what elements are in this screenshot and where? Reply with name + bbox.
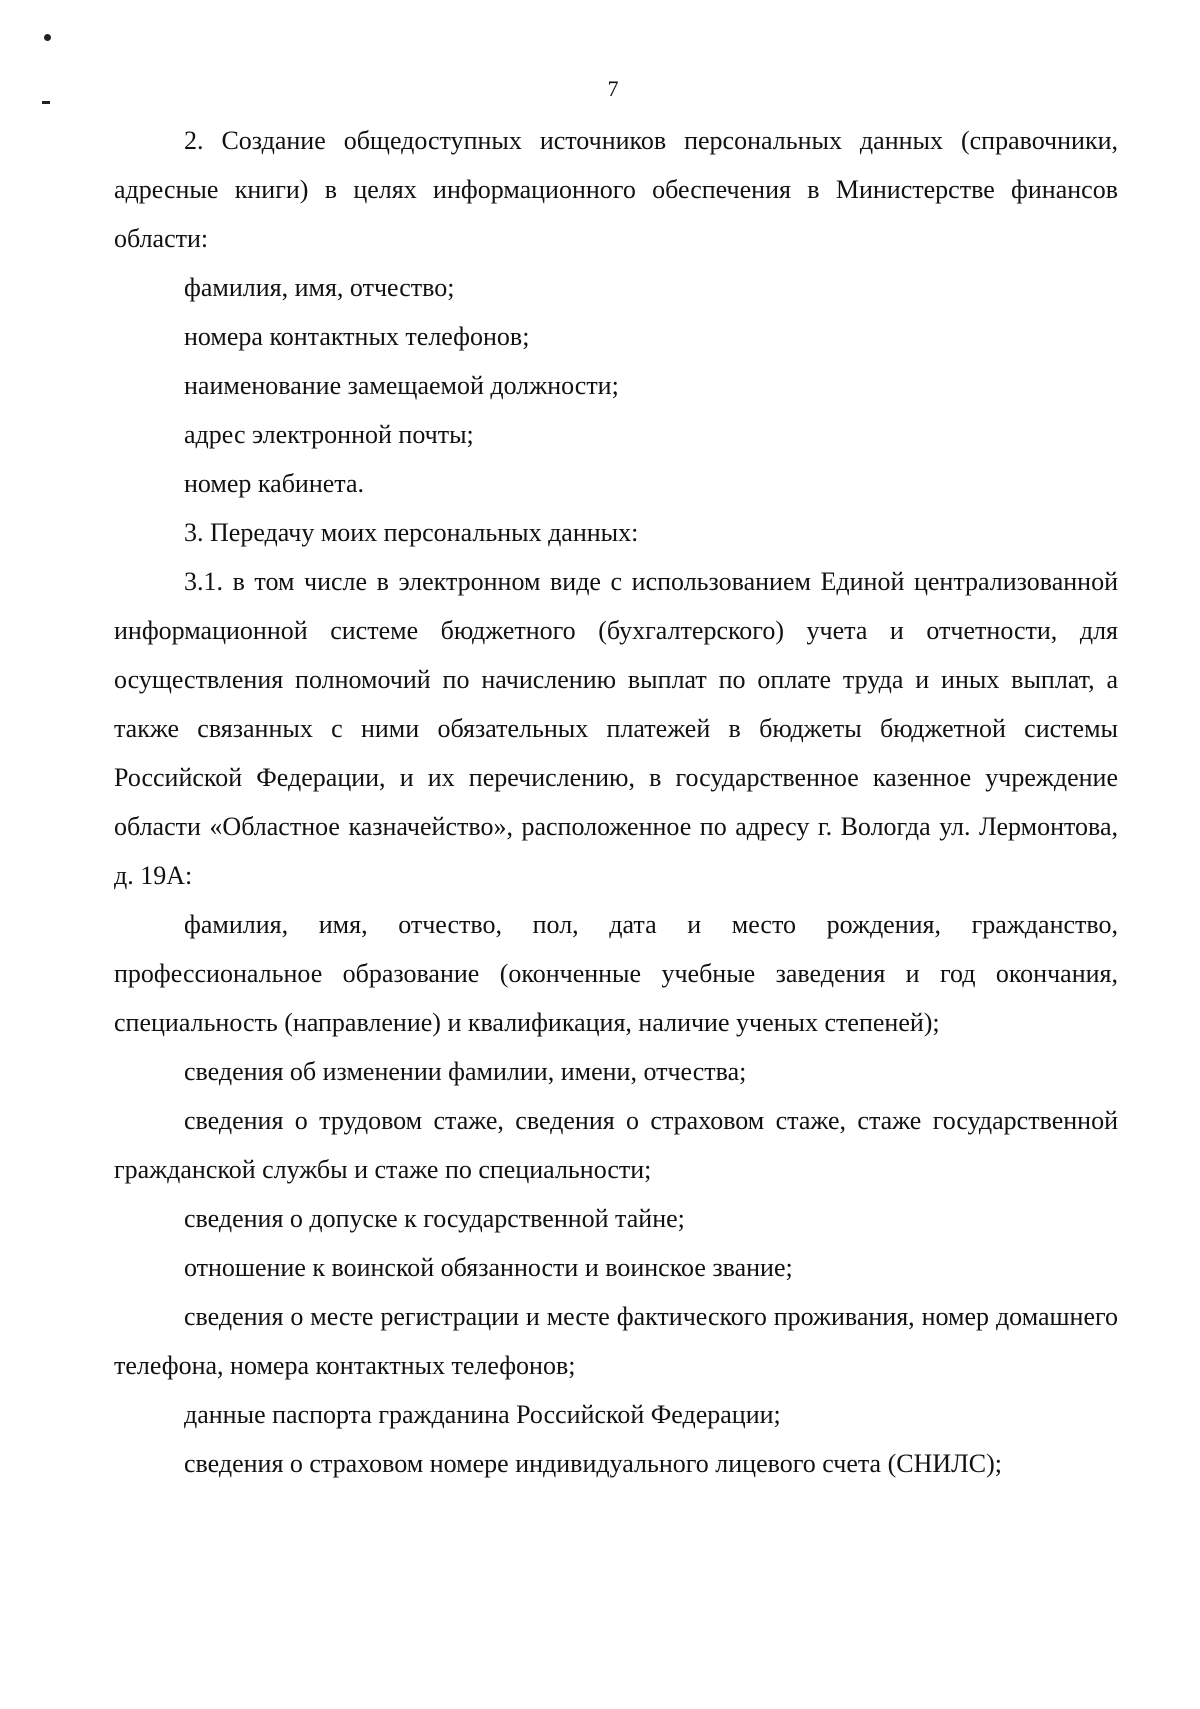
list-item-email: адрес электронной почты; xyxy=(184,420,474,449)
list-item-military: отношение к воинской обязанности и воинское звание; xyxy=(184,1253,793,1282)
list-item-work-experience: сведения о трудовом стаже, сведения о страховом стаже, стаже государственной гражданской службы и стаже по специальности; xyxy=(114,1106,1118,1184)
list-item-phones: номера контактных телефонов; xyxy=(184,322,530,351)
list-item-snils: сведения о страховом номере индивидуального лицевого счета (СНИЛС); xyxy=(184,1449,1002,1478)
paragraph-item-3: 3. Передачу моих персональных данных: xyxy=(184,518,639,547)
paragraph-item-3-1: 3.1. в том числе в электронном виде с использованием Единой централизованной информационной системе бюджетного (бухгалтерского) учета и отчетности, для осуществления полномочий по начислению выплат по оплате труда и иных выплат, а также связанных с ними обязательных платежей в бюджеты бюджетной системы Российской Федерации, и их перечислению, в государственное казенное учреждение области «Областное казначейство», расположенное по адресу г. Вологда ул. Лермонтова, д. 19А: xyxy=(114,567,1118,890)
document-body xyxy=(114,116,1118,1488)
list-item-fio: фамилия, имя, отчество; xyxy=(184,273,455,302)
list-item-secret-access: сведения о допуске к государственной тайне; xyxy=(184,1204,685,1233)
list-item-position: наименование замещаемой должности; xyxy=(184,371,619,400)
list-item-passport: данные паспорта гражданина Российской Федерации; xyxy=(184,1400,781,1429)
paragraph-item-2: 2. Создание общедоступных источников персональных данных (справочники, адресные книги) в целях информационного обеспечения в Министерстве финансов области: xyxy=(114,126,1118,253)
scan-artifact-dot xyxy=(44,34,51,41)
list-item-name-change: сведения об изменении фамилии, имени, отчества; xyxy=(184,1057,747,1086)
list-item-residence: сведения о месте регистрации и месте фактического проживания, номер домашнего телефона, номера контактных телефонов; xyxy=(114,1302,1118,1380)
list-item-office: номер кабинета. xyxy=(184,469,365,498)
list-item-personal-info: фамилия, имя, отчество, пол, дата и место рождения, гражданство, профессиональное образование (оконченные учебные заведения и год окончания, специальность (направление) и квалификация, наличие ученых степеней); xyxy=(114,910,1118,1037)
page-number: 7 xyxy=(607,76,619,101)
